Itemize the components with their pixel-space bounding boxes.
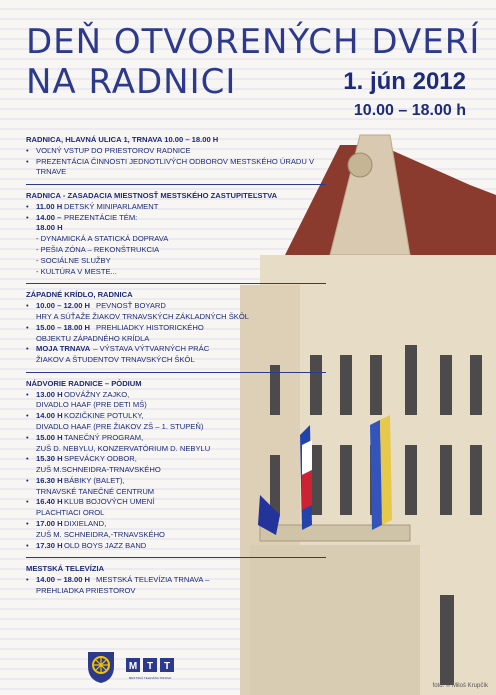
program-list — [26, 135, 326, 603]
list-item: • PREZENTÁCIA ČINNOSTI JEDNOTLIVÝCH ODBOROV MESTSKÉHO ÚRADU V TRNAVE — [26, 156, 315, 177]
divider — [26, 372, 326, 373]
list-item: • 17.00 H DIXIELAND, — [26, 519, 107, 528]
section-radnica — [26, 135, 326, 178]
sub-item: OBJEKTU ZÁPADNÉHO KRÍDLA — [36, 333, 150, 343]
section-heading: NÁDVORIE RADNICE – PÓDIUM — [26, 378, 142, 388]
list-item: • MOJA TRNAVA – VÝSTAVA VÝTVARNÝCH PRÁC — [26, 344, 210, 354]
list-item: • 11.00 H DETSKÝ MINIPARLAMENT — [26, 201, 159, 211]
list-item: • 15.00 H TANEČNÝ PROGRAM, — [26, 432, 144, 442]
list-item: • 16.40 H KLUB BOJOVÝCH UMENÍ — [26, 497, 155, 507]
sub-item: - DYNAMICKÁ A STATICKÁ DOPRAVA — [36, 234, 169, 244]
event-hours: 10.00 – 18.00 h — [353, 102, 466, 119]
trnava-coat-of-arms-icon — [88, 652, 114, 683]
list-item: • VOĽNÝ VSTUP DO PRIESTOROV RADNICE — [26, 145, 191, 155]
divider — [26, 557, 326, 558]
sub-item: HRY A SÚŤAŽE ŽIAKOV TRNAVSKÝCH ZÁKLADNÝCH ŠKÔL — [36, 311, 249, 321]
section-zasadacia — [26, 191, 326, 277]
list-item: • 16.30 H BÁBIKY (BALET), — [26, 475, 125, 485]
section-nadvorie: NÁDVORIE RADNICE – PÓDIUM • 13.00 H ODVÁŽNY ZAJKO, DIVADLO HAAF (PRE DETI MŠ) • 14.00 H KOZIČKINE POTULKY, DIVADLO HAAF (PRE ŽIAKOV ZŠ – 1. STUPEŇ) • 15.00 H TANEČNÝ PROGRAM, ZUŠ D. NEBYLU, KONZERVATÓRIUM D. NEBYLU • 15.30 H SPEVÁCKY ODBOR, ZUŠ M.SCHNEIDRA-TRNAVSKÉHO • 16.30 H BÁBIKY (BALET), TRNAVSKÉ TANEČNÉ CENTRUM • 16.40 H KLUB BOJOVÝCH UMENÍ PLACHTIACI OROL • 17.00 H DIXIELAND, ZUŠ M. SCHNEIDRA,-TRNAVSKÉHO • 17.30 H OLD BOYS JAZZ BAND — [26, 379, 326, 552]
divider — [26, 283, 326, 284]
list-item: • 14.00 H KOZIČKINE POTULKY, — [26, 411, 144, 421]
list-item: • 15.00 – 18.00 H PREHLIADKY HISTORICKÉHO — [26, 322, 204, 332]
mtt-letter: M — [128, 661, 138, 672]
photo-credit: foto: © Miloš Krupčík — [432, 683, 488, 689]
section-heading: MESTSKÁ TELEVÍZIA — [26, 564, 105, 574]
section-tv: MESTSKÁ TELEVÍZIA • 14.00 – 18.00 H MESTSKÁ TELEVÍZIA TRNAVA – PREHLIADKA PRIESTOROV — [26, 564, 326, 596]
list-item: • 14.00 – 18.00 H PREZENTÁCIE TÉM: — [26, 212, 138, 233]
sub-item: - SOCIÁLNE SLUŽBY — [36, 255, 111, 265]
logos — [86, 650, 186, 684]
sub-item: ŽIAKOV A ŠTUDENTOV TRNAVSKÝCH ŠKÔL — [36, 355, 195, 365]
section-heading: RADNICA, HLAVNÁ ULICA 1, TRNAVA 10.00 – 18.00 H — [26, 135, 219, 144]
mtt-letter: T — [146, 661, 154, 672]
title-line-2: NA RADNICI — [26, 62, 237, 102]
event-date: 1. jún 2012 — [343, 68, 466, 95]
section-heading: ZÁPADNÉ KRÍDLO, RADNICA — [26, 290, 133, 300]
list-item: • 15.30 H SPEVÁCKY ODBOR, — [26, 454, 137, 464]
section-zapadne-kridlo — [26, 290, 326, 365]
mtt-logo — [126, 658, 174, 680]
sub-item: - KULTÚRA V MESTE... — [36, 266, 117, 276]
list-item: • 13.00 H ODVÁŽNY ZAJKO, — [26, 389, 130, 399]
list-item: • 14.00 – 18.00 H MESTSKÁ TELEVÍZIA TRNAVA – — [26, 575, 210, 585]
section-heading: RADNICA - ZASADACIA MIESTNOSŤ MESTSKÉHO ZASTUPITEĽSTVA — [26, 191, 278, 201]
bullet: • — [26, 145, 29, 155]
divider — [26, 184, 326, 185]
sub-item: - PEŠIA ZÓNA – REKONŠTRUKCIA — [36, 245, 160, 255]
mtt-letter: T — [163, 661, 171, 672]
bullet: • — [26, 156, 29, 166]
list-item: • 10.00 – 12.00 H PEVNOSŤ BOYARD — [26, 301, 166, 311]
title-line-1: DEŇ OTVORENÝCH DVERÍ — [26, 22, 481, 62]
mtt-subtitle: MESTSKÁ TELEVÍZIA TRNAVA — [128, 676, 172, 680]
list-item: • 17.30 H OLD BOYS JAZZ BAND — [26, 540, 147, 550]
